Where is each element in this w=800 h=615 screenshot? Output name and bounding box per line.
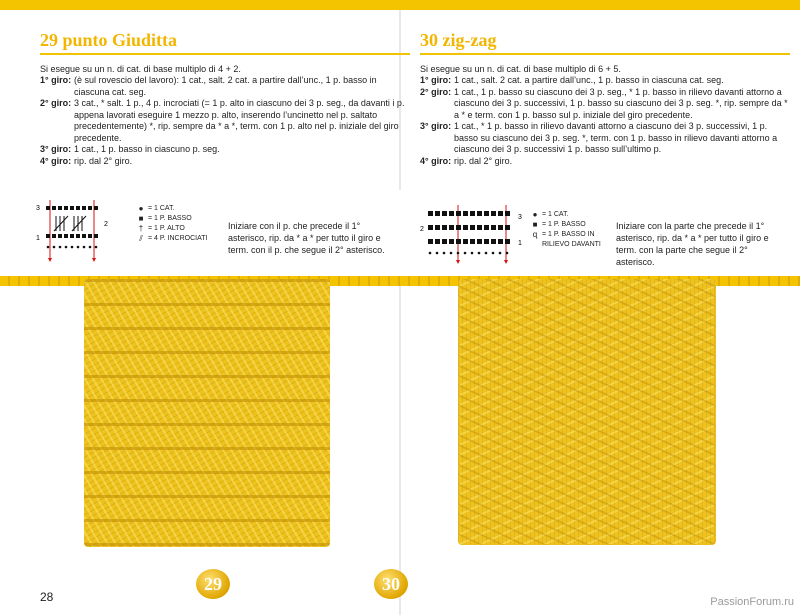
legend-label: = 4 P. INCROCIATI — [148, 235, 208, 242]
watermark: PassionForum.ru — [710, 596, 794, 608]
pattern-29-badge: 29 — [196, 569, 230, 599]
pattern-29-intro: Si esegue su un n. di cat. di base multiplo di 4 + 2. — [40, 64, 241, 74]
row-label: 1° giro: — [420, 75, 452, 85]
legend-label: = 1 CAT. — [542, 211, 569, 218]
legend-item-single-crochet — [134, 214, 207, 224]
swatch-photo-30 — [458, 279, 716, 545]
row-text: 1 cat., * 1 p. basso in rilievo davanti attorno a ciascuno dei 3 p. successivi, 1 p. basso su ciascuno dei 3 p. seg. *, term. con 1 p. basso in rilievo davanti attorno a ciascuno dei 3 p. successivi 1 p. basso sull’ultimo p. — [454, 121, 778, 154]
row-label: 4° giro: — [420, 155, 452, 166]
row-text: 1 cat., 1 p. basso su ciascuno dei 3 p. seg., * 1 p. basso in rilievo davanti attorno a ciascuno dei 3 p. successivi, 1 p. basso su ciascuno dei 3 p. seg. *, rip. sempre da * a * e term. con 1 p. basso sul p. iniziale del giro precedente. — [454, 86, 788, 120]
dot-icon: ● — [138, 204, 144, 213]
row-label: 1° giro: — [40, 75, 72, 85]
note-30: Iniziare con la parte che precede il 1° asterisco, rip. da * a * per tutto il giro e term. con la parte che segue il 2° asterisco. — [616, 221, 769, 267]
chart-row-number: 3 — [518, 214, 522, 221]
row-label: 4° giro: — [40, 155, 72, 166]
pattern-29-row-2 — [40, 98, 410, 144]
pattern-29-row-3 — [40, 144, 410, 156]
page-number: 28 — [40, 590, 54, 604]
chart-row-number: 1 — [36, 235, 40, 242]
pattern-29-title: 29 punto Giuditta — [40, 30, 410, 55]
relief-stitch-icon: ɋ — [532, 230, 538, 239]
pattern-30-intro: Si esegue su un n. di cat. di base multiplo di 6 + 5. — [420, 64, 621, 74]
square-icon: ■ — [532, 220, 538, 229]
pattern-30-row-4 — [420, 156, 790, 168]
stitch-chart-29 — [36, 200, 110, 262]
row-text: 3 cat., * salt. 1 p., 4 p. incrociati (= 1 p. alto in ciascuno dei 3 p. seg., da davanti i p. appena lavorati eseguire 1 mezzo p. alto, inserendo l’uncinetto nel p. saltato precedentemente) *, rip. sempre da * a *, term. con 1 p. alto nel p. iniziale del giro precedente. — [74, 98, 405, 143]
row-label: 3° giro: — [420, 121, 452, 131]
legend-item-single-crochet — [528, 220, 616, 230]
row-text: (è sul rovescio del lavoro): 1 cat., salt. 2 cat. a partire dall’unc., 1 p. basso in ciascuna cat. seg. — [74, 75, 377, 97]
legend-label: = 1 P. BASSO — [542, 221, 586, 228]
legend-item-crossed — [134, 234, 207, 244]
chart-row-number: 3 — [36, 205, 40, 212]
row-text: 1 cat., salt. 2 cat. a partire dall’unc., 1 p. basso in ciascuna cat. seg. — [454, 75, 724, 85]
row-text: rip. dal 2° giro. — [454, 155, 513, 166]
stitch-chart-29-drawing — [36, 200, 110, 262]
pattern-30-row-2 — [420, 87, 790, 122]
row-label: 3° giro: — [40, 144, 72, 154]
chart-row-number: 1 — [518, 240, 522, 247]
square-icon: ■ — [138, 214, 144, 223]
pattern-30-section — [420, 30, 790, 167]
pattern-30-row-1 — [420, 75, 790, 87]
top-accent-bar — [0, 0, 800, 10]
legend-item-double-crochet — [134, 224, 207, 234]
swatch-photo-29 — [84, 279, 330, 547]
legend-30 — [528, 210, 616, 250]
stitch-chart-30 — [420, 205, 526, 265]
legend-item-chain — [134, 204, 207, 214]
row-label: 2° giro: — [420, 86, 452, 97]
dot-icon: ● — [532, 210, 538, 219]
pattern-29-section — [40, 30, 410, 167]
crossed-stitch-icon: ⫽ — [139, 234, 143, 243]
legend-item-relief — [528, 230, 616, 250]
chart-row-number: 2 — [104, 221, 108, 228]
legend-label: = 1 P. BASSO — [148, 215, 192, 222]
stitch-chart-30-drawing — [420, 205, 526, 265]
legend-label: = 1 P. BASSO IN RILIEVO DAVANTI — [542, 231, 601, 248]
tall-stitch-icon: † — [138, 224, 144, 233]
pattern-30-title: 30 zig-zag — [420, 30, 790, 55]
legend-item-chain — [528, 210, 616, 220]
legend-29 — [134, 204, 207, 244]
row-label: 2° giro: — [40, 98, 72, 108]
row-text: rip. dal 2° giro. — [74, 155, 133, 166]
legend-label: = 1 CAT. — [148, 205, 175, 212]
row-text: 1 cat., 1 p. basso in ciascuno p. seg. — [74, 144, 220, 154]
pattern-29-row-4 — [40, 156, 410, 168]
pattern-29-row-1 — [40, 75, 410, 98]
legend-label: = 1 P. ALTO — [148, 225, 185, 232]
note-29: Iniziare con il p. che precede il 1° asterisco, rip. da * a * per tutto il giro e term. con il p. che segue il 2° asterisco. — [228, 221, 385, 255]
chart-row-number: 2 — [420, 226, 424, 233]
pattern-30-badge: 30 — [374, 569, 408, 599]
pattern-30-row-3 — [420, 121, 790, 156]
